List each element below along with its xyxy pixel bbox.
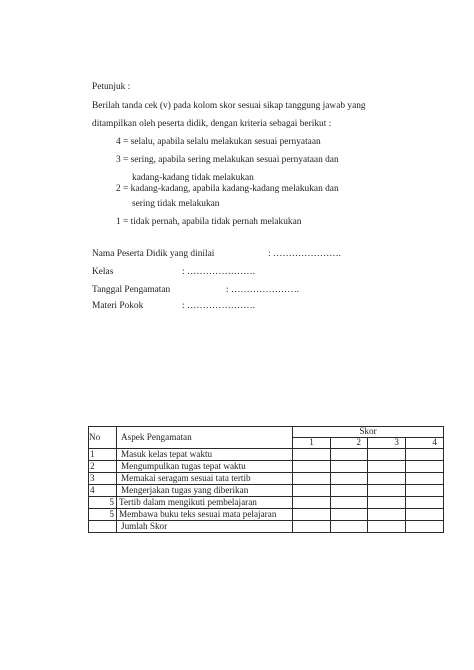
score-cell[interactable] xyxy=(331,473,368,485)
info-value-kelas[interactable]: : …………………. xyxy=(182,267,255,277)
info-label-materi: Materi Pokok xyxy=(92,301,144,311)
score-cell[interactable] xyxy=(331,485,368,497)
header-no: No xyxy=(89,427,117,449)
criteria-4: 4 = selalu, apabila selalu melakukan sesuai pernyataan xyxy=(116,137,321,147)
header-aspect: Aspek Pengamatan xyxy=(117,427,293,449)
info-label-nama: Nama Peserta Didik yang dinilai xyxy=(92,249,215,259)
score-cell[interactable] xyxy=(406,509,444,521)
table-row xyxy=(89,473,444,485)
instructions-heading: Petunjuk : xyxy=(92,82,131,92)
criteria-3: 3 = sering, apabila sering melakukan sesuai pernyataan dan xyxy=(116,155,339,165)
score-cell[interactable] xyxy=(293,509,331,521)
row-number: 3 xyxy=(89,473,117,485)
score-cell[interactable] xyxy=(293,485,331,497)
score-cell[interactable] xyxy=(368,485,406,497)
total-score-cell[interactable] xyxy=(293,521,331,533)
table-row xyxy=(89,461,444,473)
row-aspect: Membawa buku teks sesuai mata pelajaran xyxy=(117,509,293,521)
table-row xyxy=(89,497,444,509)
score-cell[interactable] xyxy=(293,461,331,473)
info-label-tanggal: Tanggal Pengamatan xyxy=(92,285,171,295)
score-cell[interactable] xyxy=(293,473,331,485)
score-level-4: 4 xyxy=(406,438,444,449)
row-aspect: Mengerjakan tugas yang diberikan xyxy=(117,485,293,497)
observation-table xyxy=(88,426,444,533)
instructions-line-1: Berilah tanda cek (v) pada kolom skor sesuai sikap tanggung jawab yang xyxy=(92,101,366,111)
criteria-2-cont: sering tidak melakukan xyxy=(132,199,220,209)
score-cell[interactable] xyxy=(331,461,368,473)
score-cell[interactable] xyxy=(368,473,406,485)
instructions-line-2: ditampilkan oleh peserta didik, dengan kriteria sebagai berikut : xyxy=(92,119,332,129)
info-value-materi[interactable]: : …………………. xyxy=(182,301,255,311)
score-cell[interactable] xyxy=(293,449,331,461)
score-level-1: 1 xyxy=(293,438,331,449)
row-aspect: Masuk kelas tepat waktu xyxy=(117,449,293,461)
header-score: Skor xyxy=(293,427,444,438)
row-aspect: Tertib dalam mengikuti pembelajaran xyxy=(117,497,293,509)
score-cell[interactable] xyxy=(368,509,406,521)
total-score-cell[interactable] xyxy=(368,521,406,533)
score-cell[interactable] xyxy=(331,497,368,509)
criteria-2: 2 = kadang-kadang, apabila kadang-kadang melakukan dan xyxy=(116,184,339,194)
info-label-kelas: Kelas xyxy=(92,267,114,277)
criteria-3-cont: kadang-kadang tidak melakukan xyxy=(132,173,254,183)
score-level-3: 3 xyxy=(368,438,406,449)
row-number: 1 xyxy=(89,449,117,461)
score-cell[interactable] xyxy=(331,509,368,521)
table-row xyxy=(89,449,444,461)
score-cell[interactable] xyxy=(406,449,444,461)
table-row xyxy=(89,485,444,497)
row-number: 2 xyxy=(89,461,117,473)
score-cell[interactable] xyxy=(331,449,368,461)
score-cell[interactable] xyxy=(293,497,331,509)
total-label: Jumlah Skor xyxy=(117,521,293,533)
row-aspect: Mengumpulkan tugas tepat waktu xyxy=(117,461,293,473)
row-number: 5 xyxy=(89,497,117,509)
info-value-tanggal[interactable]: : …………………. xyxy=(226,285,299,295)
info-value-nama[interactable]: : …………………. xyxy=(268,249,341,259)
score-cell[interactable] xyxy=(406,485,444,497)
score-cell[interactable] xyxy=(368,497,406,509)
score-cell[interactable] xyxy=(406,461,444,473)
table-row xyxy=(89,509,444,521)
row-aspect: Memakai seragam sesuai tata tertib xyxy=(117,473,293,485)
row-number: 5 xyxy=(89,509,117,521)
total-spacer xyxy=(89,521,117,533)
row-number: 4 xyxy=(89,485,117,497)
score-cell[interactable] xyxy=(368,461,406,473)
criteria-1: 1 = tidak pernah, apabila tidak pernah melakukan xyxy=(116,217,302,227)
total-score-cell[interactable] xyxy=(331,521,368,533)
score-level-2: 2 xyxy=(331,438,368,449)
score-cell[interactable] xyxy=(406,497,444,509)
total-score-cell[interactable] xyxy=(406,521,444,533)
score-cell[interactable] xyxy=(368,449,406,461)
score-cell[interactable] xyxy=(406,473,444,485)
total-row xyxy=(89,521,444,533)
